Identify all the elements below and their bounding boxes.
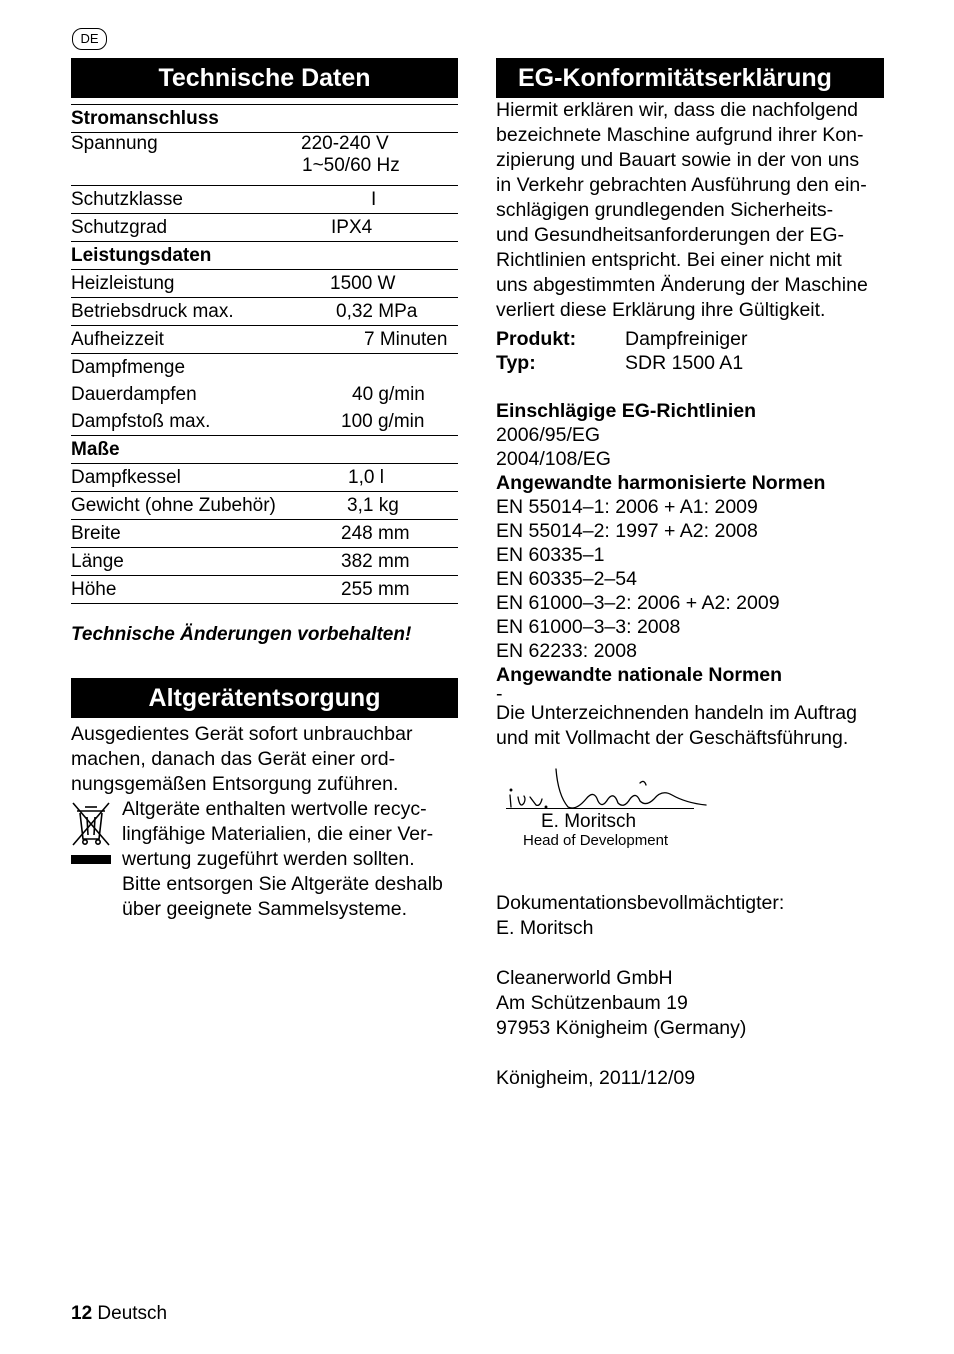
crossed-bin-icon (71, 801, 111, 874)
technical-note: Technische Änderungen vorbehalten! (71, 624, 412, 645)
spec-label: Schutzklasse (71, 188, 183, 210)
technical-data-heading: Technische Daten (71, 58, 458, 98)
disposal-weee-block (71, 797, 458, 922)
spec-row (71, 464, 458, 492)
page-footer (71, 1303, 167, 1325)
spec-row (71, 326, 458, 354)
spec-value: 1500 W (330, 272, 396, 294)
spec-label: Breite (71, 522, 121, 544)
spec-row (71, 548, 458, 576)
spec-label: Dampfmenge (71, 356, 186, 378)
spec-label: Stromanschluss (71, 107, 219, 129)
signature-line (506, 808, 694, 809)
spec-label: Maße (71, 438, 120, 460)
spec-value: 1,0 l (348, 466, 384, 488)
spec-row (71, 492, 458, 520)
spec-value: 3,1 kg (347, 494, 399, 516)
spec-label: Aufheizzeit (71, 328, 164, 350)
spec-row (71, 186, 458, 214)
spec-value: 40 g/min (352, 383, 425, 405)
spec-label: Schutzgrad (71, 216, 168, 238)
language-badge: DE (72, 28, 107, 50)
signer-name: E. Moritsch (541, 811, 637, 832)
left-column (71, 58, 458, 922)
spec-row (71, 214, 458, 242)
spec-value: 255 mm (341, 578, 410, 600)
disposal-heading: Altgerätentsorgung (71, 678, 458, 718)
page-number: 12 (71, 1303, 93, 1324)
spec-value: 7 Minuten (364, 328, 448, 350)
spec-value: 100 g/min (341, 410, 425, 432)
spec-value (301, 105, 458, 133)
spec-row (71, 354, 458, 382)
disposal-text: Altgeräte enthalten wertvolle recyc- lingfähige Materialien, die einer Ver- wertung zugeführt werden sollten. Bitte entsorgen Sie Altgeräte deshalb über geeignete Sammelsysteme. (122, 798, 443, 920)
spec-row (71, 242, 458, 270)
spec-value: IPX4 (331, 216, 373, 238)
product-info: Produkt: Dampfreiniger Typ: SDR 1500 A1 (496, 328, 748, 374)
documentation-representative: Dokumentationsbevollmächtigter: E. Moritsch (496, 892, 785, 939)
spec-row (71, 133, 458, 186)
conformity-intro: Hiermit erklären wir, dass die nachfolgend bezeichnete Maschine aufgrund ihrer Kon- zipierung und Bauart sowie in der von uns in Verkehr gebrachten Ausführung den ein- schlägigen grundlegenden Sicherheits- und Gesundheitsanforderungen der EG- Richtlinien entspricht. Bei einer nicht mit uns abgestimmten Änderung der Maschine verliert diese Erklärung ihre Gültigkeit. (496, 99, 868, 321)
spec-value (301, 354, 458, 382)
spec-row (71, 270, 458, 298)
spec-value (301, 436, 458, 464)
spec-label: Leistungsdaten (71, 244, 212, 266)
signers-note: Die Unterzeichnenden handeln im Auftrag und mit Vollmacht der Geschäftsführung. (496, 702, 857, 749)
spec-label: Länge (71, 550, 124, 572)
spec-row (71, 520, 458, 548)
signer-role: Head of Development (523, 832, 669, 849)
place-date: Königheim, 2011/12/09 (496, 1067, 696, 1089)
spec-value: 220-240 V 1~50/60 Hz (301, 133, 400, 176)
spec-label: Dampfkessel (71, 466, 181, 488)
spec-value: 382 mm (341, 550, 410, 572)
spec-label: Höhe (71, 578, 117, 600)
spec-value: 0,32 MPa (336, 300, 418, 322)
spec-label: Spannung (71, 133, 158, 154)
spec-value: I (371, 188, 377, 210)
page-language: Deutsch (97, 1303, 168, 1324)
right-column (496, 58, 884, 1091)
disposal-intro: Ausgedientes Gerät sofort unbrauchbar machen, danach das Gerät einer ord- nungsgemäßen Entsorgung zuführen. (71, 723, 413, 795)
spec-row (71, 105, 458, 133)
spec-row (71, 576, 458, 604)
company-address: Cleanerworld GmbH Am Schützenbaum 19 97953 Königheim (Germany) (496, 967, 747, 1039)
technical-data-table (71, 104, 458, 604)
standards-list: Einschlägige EG-Richtlinien 2006/95/EG 2004/108/EG Angewandte harmonisierte Normen EN 55014–1: 2006 + A1: 2009 EN 55014–2: 1997 + A2: 2008 EN 60335–1 EN 60335–2–54 EN 61000–3–2: 2006 + A2: 2009 EN 61000–3–3: 2008 EN 62233: 2008 Angewandte nationale Normen - (496, 400, 826, 705)
spec-row (71, 436, 458, 464)
spec-label: Dampfstoß max. (71, 410, 211, 432)
spec-label: Heizleistung (71, 272, 175, 294)
spec-value: 248 mm (341, 522, 410, 544)
spec-label: Dauerdampfen (71, 383, 197, 405)
spec-value (301, 242, 458, 270)
spec-label: Betriebsdruck max. (71, 300, 234, 322)
conformity-heading: EG-Konformitätserklärung (496, 58, 884, 98)
spec-row (71, 381, 458, 408)
spec-label: Gewicht (ohne Zubehör) (71, 494, 276, 516)
signature-block (496, 751, 884, 861)
spec-row (71, 298, 458, 326)
spec-row (71, 408, 458, 436)
